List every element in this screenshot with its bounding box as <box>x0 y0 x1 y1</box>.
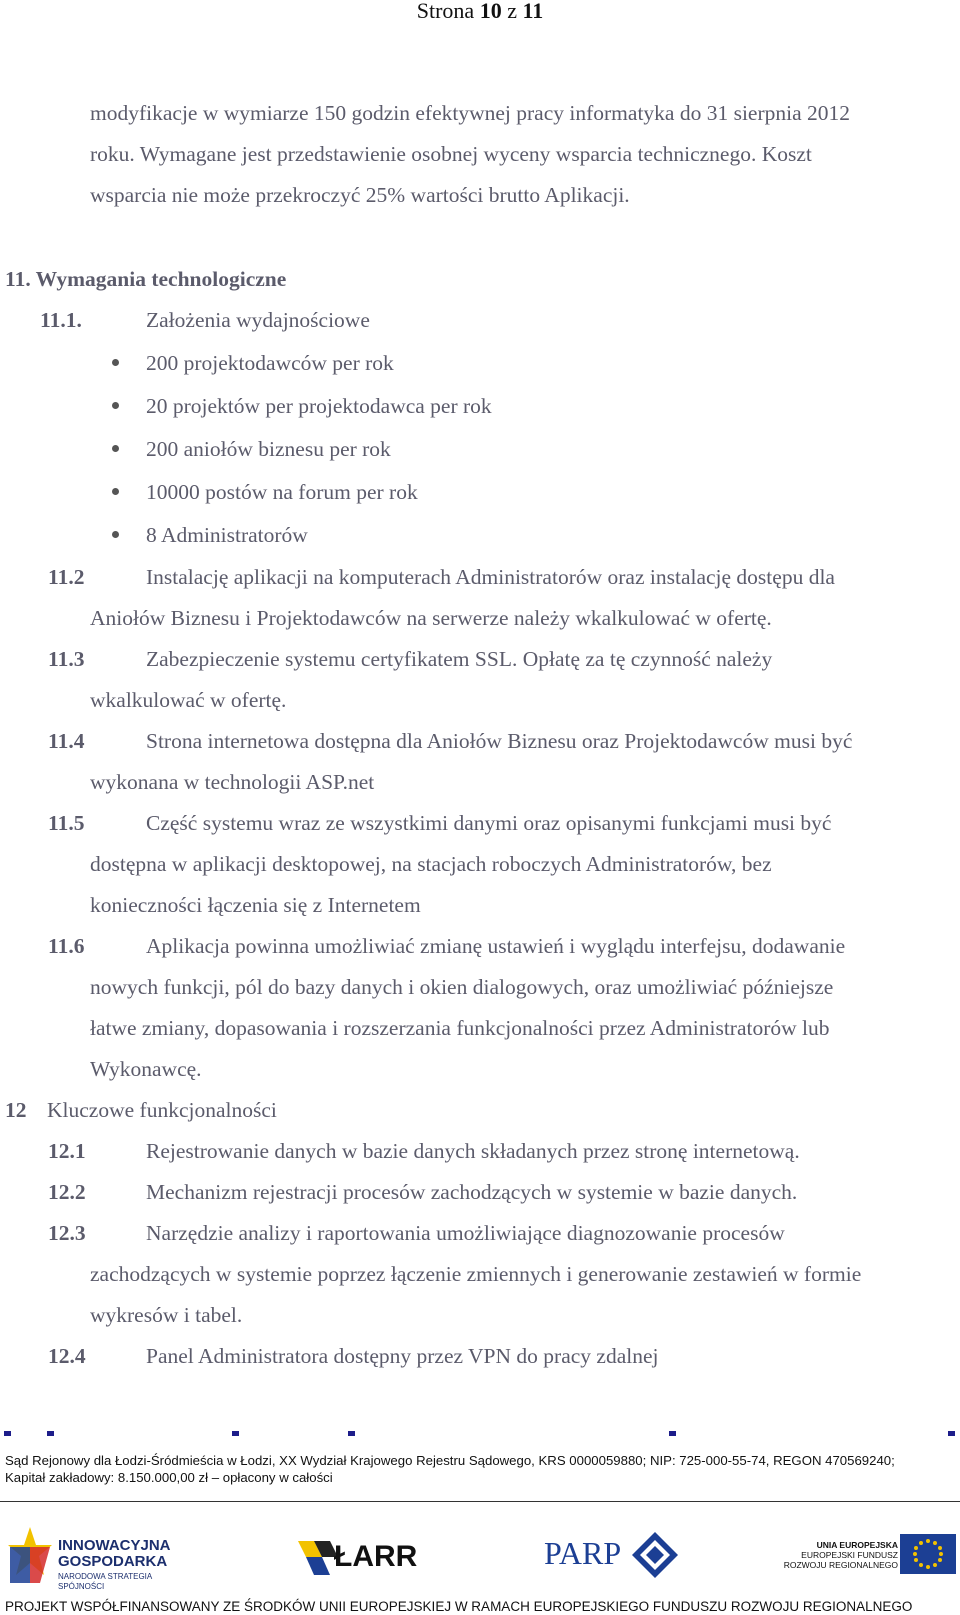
separator-dot <box>232 1431 239 1436</box>
bullet-item: 20 projektów per projektodawca per rok <box>146 394 492 418</box>
bullet-item: 10000 postów na forum per rok <box>146 480 418 504</box>
item-number: 11.6 <box>48 934 85 958</box>
bullet-item: 8 Administratorów <box>146 523 308 547</box>
item-line: Wykonawcę. <box>90 1057 202 1081</box>
item-number: 12.1 <box>48 1139 86 1163</box>
item-number: 11.4 <box>48 729 85 753</box>
intro-line: modyfikacje w wymiarze 150 godzin efektywnej pracy informatyka do 31 sierpnia 2012 <box>90 101 851 125</box>
separator-dot <box>948 1431 955 1436</box>
eu-flag-icon <box>900 1534 956 1574</box>
section-11-heading: 11. Wymagania technologiczne <box>5 267 287 291</box>
page-number-header: Strona 10 z 11 <box>416 0 544 23</box>
bullet-item: 200 projektodawców per rok <box>146 351 394 375</box>
cofinancing-statement: PROJEKT WSPÓŁFINANSOWANY ZE ŚRODKÓW UNII EUROPEJSKIEJ W RAMACH EUROPEJSKIEGO FUNDUSZU ROZWOJU REGIONALNEGO <box>5 1599 913 1614</box>
logo-text: INNOWACYJNA <box>58 1537 171 1554</box>
footer-legal-line: Sąd Rejonowy dla Łodzi-Śródmieścia w Łodzi, XX Wydział Krajowego Rejestru Sądowego, KRS 0000059880; NIP: 725-000-55-74, REGON 470569240; <box>5 1453 895 1468</box>
logo-text: ŁARR <box>334 1540 418 1573</box>
section-11-1-title: Założenia wydajnościowe <box>146 308 370 332</box>
parp-arrows-icon <box>630 1530 680 1580</box>
bullet-dot <box>112 531 119 538</box>
bullet-dot <box>112 445 119 452</box>
separator-dot <box>47 1431 54 1436</box>
logo-text: EUROPEJSKI FUNDUSZ <box>801 1550 898 1560</box>
section-11-1-number: 11.1. <box>40 308 82 332</box>
bullet-dot <box>112 359 119 366</box>
item-line: nowych funkcji, pól do bazy danych i okien dialogowych, oraz umożliwiać późniejsze <box>90 975 834 999</box>
bullet-dot <box>112 488 119 495</box>
star-icon <box>6 1525 52 1583</box>
section-12-number: 12 <box>5 1098 27 1122</box>
intro-line: wsparcia nie może przekroczyć 25% wartości brutto Aplikacji. <box>90 183 630 207</box>
innowacyjna-gospodarka-logo <box>6 1525 196 1591</box>
item-number: 12.4 <box>48 1344 86 1368</box>
item-line: zachodzących w systemie poprzez łączenie zmiennych i generowanie zestawień w formie <box>90 1262 862 1286</box>
bullet-dot <box>112 402 119 409</box>
section-12-heading: Kluczowe funkcjonalności <box>47 1098 277 1122</box>
bullet-item: 200 aniołów biznesu per rok <box>146 437 391 461</box>
item-line: Panel Administratora dostępny przez VPN do pracy zdalnej <box>146 1344 659 1368</box>
item-line: Strona internetowa dostępna dla Aniołów Biznesu oraz Projektodawców musi być <box>146 729 853 753</box>
item-line: łatwe zmiany, dopasowania i rozszerzania funkcjonalności przez Administratorów lub <box>90 1016 830 1040</box>
logo-text: GOSPODARKA <box>58 1553 168 1570</box>
logo-text: PARP <box>544 1535 622 1571</box>
item-line: wykonana w technologii ASP.net <box>90 770 375 794</box>
logo-text: NARODOWA STRATEGIA SPÓJNOŚCI <box>58 1572 152 1591</box>
item-line: Rejestrowanie danych w bazie danych składanych przez stronę internetową. <box>146 1139 800 1163</box>
item-line: Narzędzie analizy i raportowania umożliwiające diagnozowanie procesów <box>146 1221 785 1245</box>
footer-separator <box>0 1431 960 1437</box>
larr-logo <box>294 1535 444 1585</box>
item-line: Część systemu wraz ze wszystkimi danymi oraz opisanymi funkcjami musi być <box>146 811 832 835</box>
parp-logo <box>544 1528 684 1584</box>
item-line: Zabezpieczenie systemu certyfikatem SSL. Opłatę za tę czynność należy <box>146 647 773 671</box>
item-number: 11.5 <box>48 811 85 835</box>
footer-legal-line: Kapitał zakładowy: 8.150.000,00 zł – opłacony w całości <box>5 1470 333 1485</box>
logo-text: ROZWOJU REGIONALNEGO <box>783 1560 898 1570</box>
item-line: konieczności łączenia się z Internetem <box>90 893 421 917</box>
item-number: 11.2 <box>48 565 85 589</box>
separator-dot <box>4 1431 11 1436</box>
item-line: wykresów i tabel. <box>90 1303 243 1327</box>
eu-fund-logo <box>778 1532 956 1584</box>
item-line: Instalację aplikacji na komputerach Administratorów oraz instalację dostępu dla <box>146 565 835 589</box>
intro-line: roku. Wymagane jest przedstawienie osobnej wyceny wsparcia technicznego. Koszt <box>90 142 812 166</box>
item-line: Mechanizm rejestracji procesów zachodzących w systemie w bazie danych. <box>146 1180 798 1204</box>
item-line: dostępna w aplikacji desktopowej, na stacjach roboczych Administratorów, bez <box>90 852 772 876</box>
item-line: wkalkulować w ofertę. <box>90 688 287 712</box>
separator-dot <box>669 1431 676 1436</box>
separator-dot <box>348 1431 355 1436</box>
item-number: 12.3 <box>48 1221 86 1245</box>
footer-rule <box>0 1501 960 1502</box>
item-line: Aplikacja powinna umożliwiać zmianę ustawień i wyglądu interfejsu, dodawanie <box>146 934 846 958</box>
item-line: Aniołów Biznesu i Projektodawców na serwerze należy wkalkulować w ofertę. <box>90 606 772 630</box>
logo-text: UNIA EUROPEJSKA <box>816 1540 898 1550</box>
item-number: 11.3 <box>48 647 85 671</box>
item-number: 12.2 <box>48 1180 86 1204</box>
